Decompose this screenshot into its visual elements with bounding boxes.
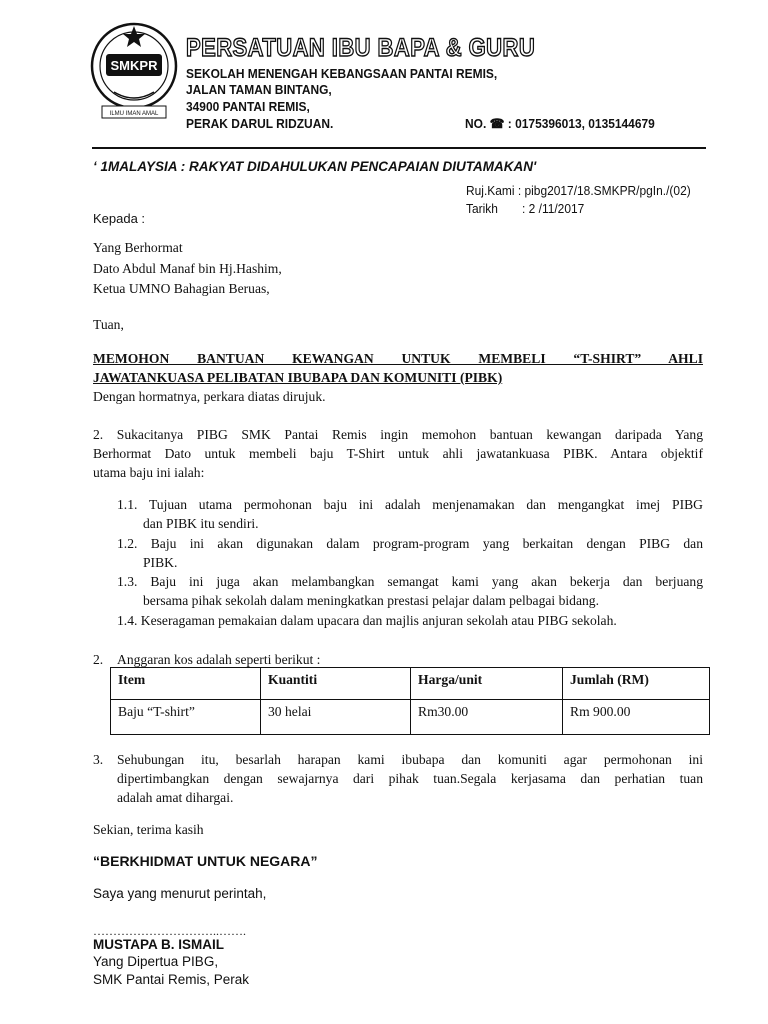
paragraph-2-line-3: utama baju ini ialah: [93, 465, 205, 480]
table-row [111, 700, 710, 735]
table-header-row [111, 668, 710, 700]
table-cell: Baju “T-shirt” [111, 700, 261, 735]
objective-4 [117, 611, 703, 630]
paragraph-3-line-1: Sehubungan itu, besarlah harapan kami ibubapa dan komuniti agar permohonan ini [117, 752, 703, 767]
logo-motto: ILMU IMAN AMAL [109, 111, 159, 117]
recipient-line-2: Dato Abdul Manaf bin Hj.Hashim, [93, 261, 282, 276]
subject [93, 349, 703, 387]
recipient-line-1: Yang Berhormat [93, 240, 183, 255]
organization-title: PERSATUAN IBU BAPA & GURU [186, 34, 536, 62]
date-value: : 2 /11/2017 [522, 201, 585, 216]
logo-text: SMKPR [110, 58, 158, 73]
closing-line: Sekian, terima kasih [93, 822, 204, 837]
column-header: Kuantiti [261, 668, 411, 700]
column-header: Item [111, 668, 261, 700]
subject-line-2: JAWATANKUASA PELIBATAN IBUBAPA DAN KOMUNITI (PIBK) [93, 370, 503, 385]
objective-line: 1.4. Keseragaman pemakaian dalam upacara dan majlis anjuran sekolah atau PIBG sekolah. [117, 613, 617, 628]
opening-line: Dengan hormatnya, perkara diatas dirujuk. [93, 389, 326, 404]
school-name: SEKOLAH MENENGAH KEBANGSAAN PANTAI REMIS, [186, 66, 498, 81]
objective-line: dan PIBK itu sendiri. [143, 516, 259, 531]
objective-3 [117, 572, 703, 610]
address-line-1: JALAN TAMAN BINTANG, [186, 82, 332, 97]
table-cell: Rm 900.00 [563, 700, 710, 735]
paragraph-2-line-2: Berhormat Dato untuk membeli baju T-Shirt untuk ahli jawatankuasa PIBK. Antara objektif [93, 446, 703, 461]
subject-line-1: MEMOHON BANTUAN KEWANGAN UNTUK MEMBELI “T-SHIRT” AHLI [93, 351, 703, 366]
salutation: Tuan, [93, 317, 124, 332]
paragraph-2 [93, 425, 703, 482]
objective-line: 1.2. Baju ini akan digunakan dalam program-program yang berkaitan dengan PIBG dan [117, 536, 703, 551]
signatory-school: SMK Pantai Remis, Perak [93, 972, 250, 987]
objective-2 [117, 534, 703, 572]
recipient-label: Kepada : [93, 211, 146, 226]
budget-intro: Anggaran kos adalah seperti berikut : [117, 652, 321, 667]
address-line-2: 34900 PANTAI REMIS, [186, 99, 310, 114]
signature-line: …………………………..……. [93, 924, 246, 938]
paragraph-2-line-1: 2. Sukacitanya PIBG SMK Pantai Remis ingin memohon bantuan kewangan daripada Yang [93, 427, 703, 442]
signatory-name: MUSTAPA B. ISMAIL [93, 937, 224, 952]
objective-1 [117, 495, 703, 533]
objective-line: bersama pihak sekolah dalam meningkatkan prestasi pelajar dalam pelbagai bidang. [143, 593, 599, 608]
objective-line: 1.3. Baju ini juga akan melambangkan semangat kami yang akan bekerja dan berjuang [117, 574, 703, 589]
header-divider [92, 147, 706, 149]
cost-table [110, 667, 710, 735]
signoff: Saya yang menurut perintah, [93, 886, 267, 901]
date-label: Tarikh [466, 201, 498, 216]
column-header: Jumlah (RM) [563, 668, 710, 700]
paragraph-3-line-3: adalah amat dihargai. [117, 790, 234, 805]
recipient-line-3: Ketua UMNO Bahagian Beruas, [93, 281, 270, 296]
objective-line: 1.1. Tujuan utama permohonan baju ini adalah menjenamakan dan mengangkat imej PIBG [117, 497, 703, 512]
closing-motto: “BERKHIDMAT UNTUK NEGARA” [93, 853, 318, 869]
school-logo [88, 14, 180, 124]
paragraph-3-line-2: dipertimbangkan dengan sewajarnya dari pihak tuan.Segala kerjasama dan perhatian tuan [117, 771, 703, 786]
table-cell: Rm30.00 [411, 700, 563, 735]
signatory-title: Yang Dipertua PIBG, [93, 954, 219, 969]
paragraph-3 [117, 750, 703, 807]
column-header: Harga/unit [411, 668, 563, 700]
objective-line: PIBK. [143, 555, 178, 570]
table-cell: 30 helai [261, 700, 411, 735]
paragraph-3-number: 3. [93, 752, 104, 767]
reference-number: Ruj.Kami : pibg2017/18.SMKPR/pgIn./(02) [466, 183, 691, 198]
phone-number: NO. ☎ : 0175396013, 0135144679 [465, 116, 655, 131]
address-line-3: PERAK DARUL RIDZUAN. [186, 116, 334, 131]
budget-number: 2. [93, 652, 104, 667]
national-motto: ‘ 1MALAYSIA : RAKYAT DIDAHULUKAN PENCAPAIAN DIUTAMAKAN' [93, 159, 537, 174]
